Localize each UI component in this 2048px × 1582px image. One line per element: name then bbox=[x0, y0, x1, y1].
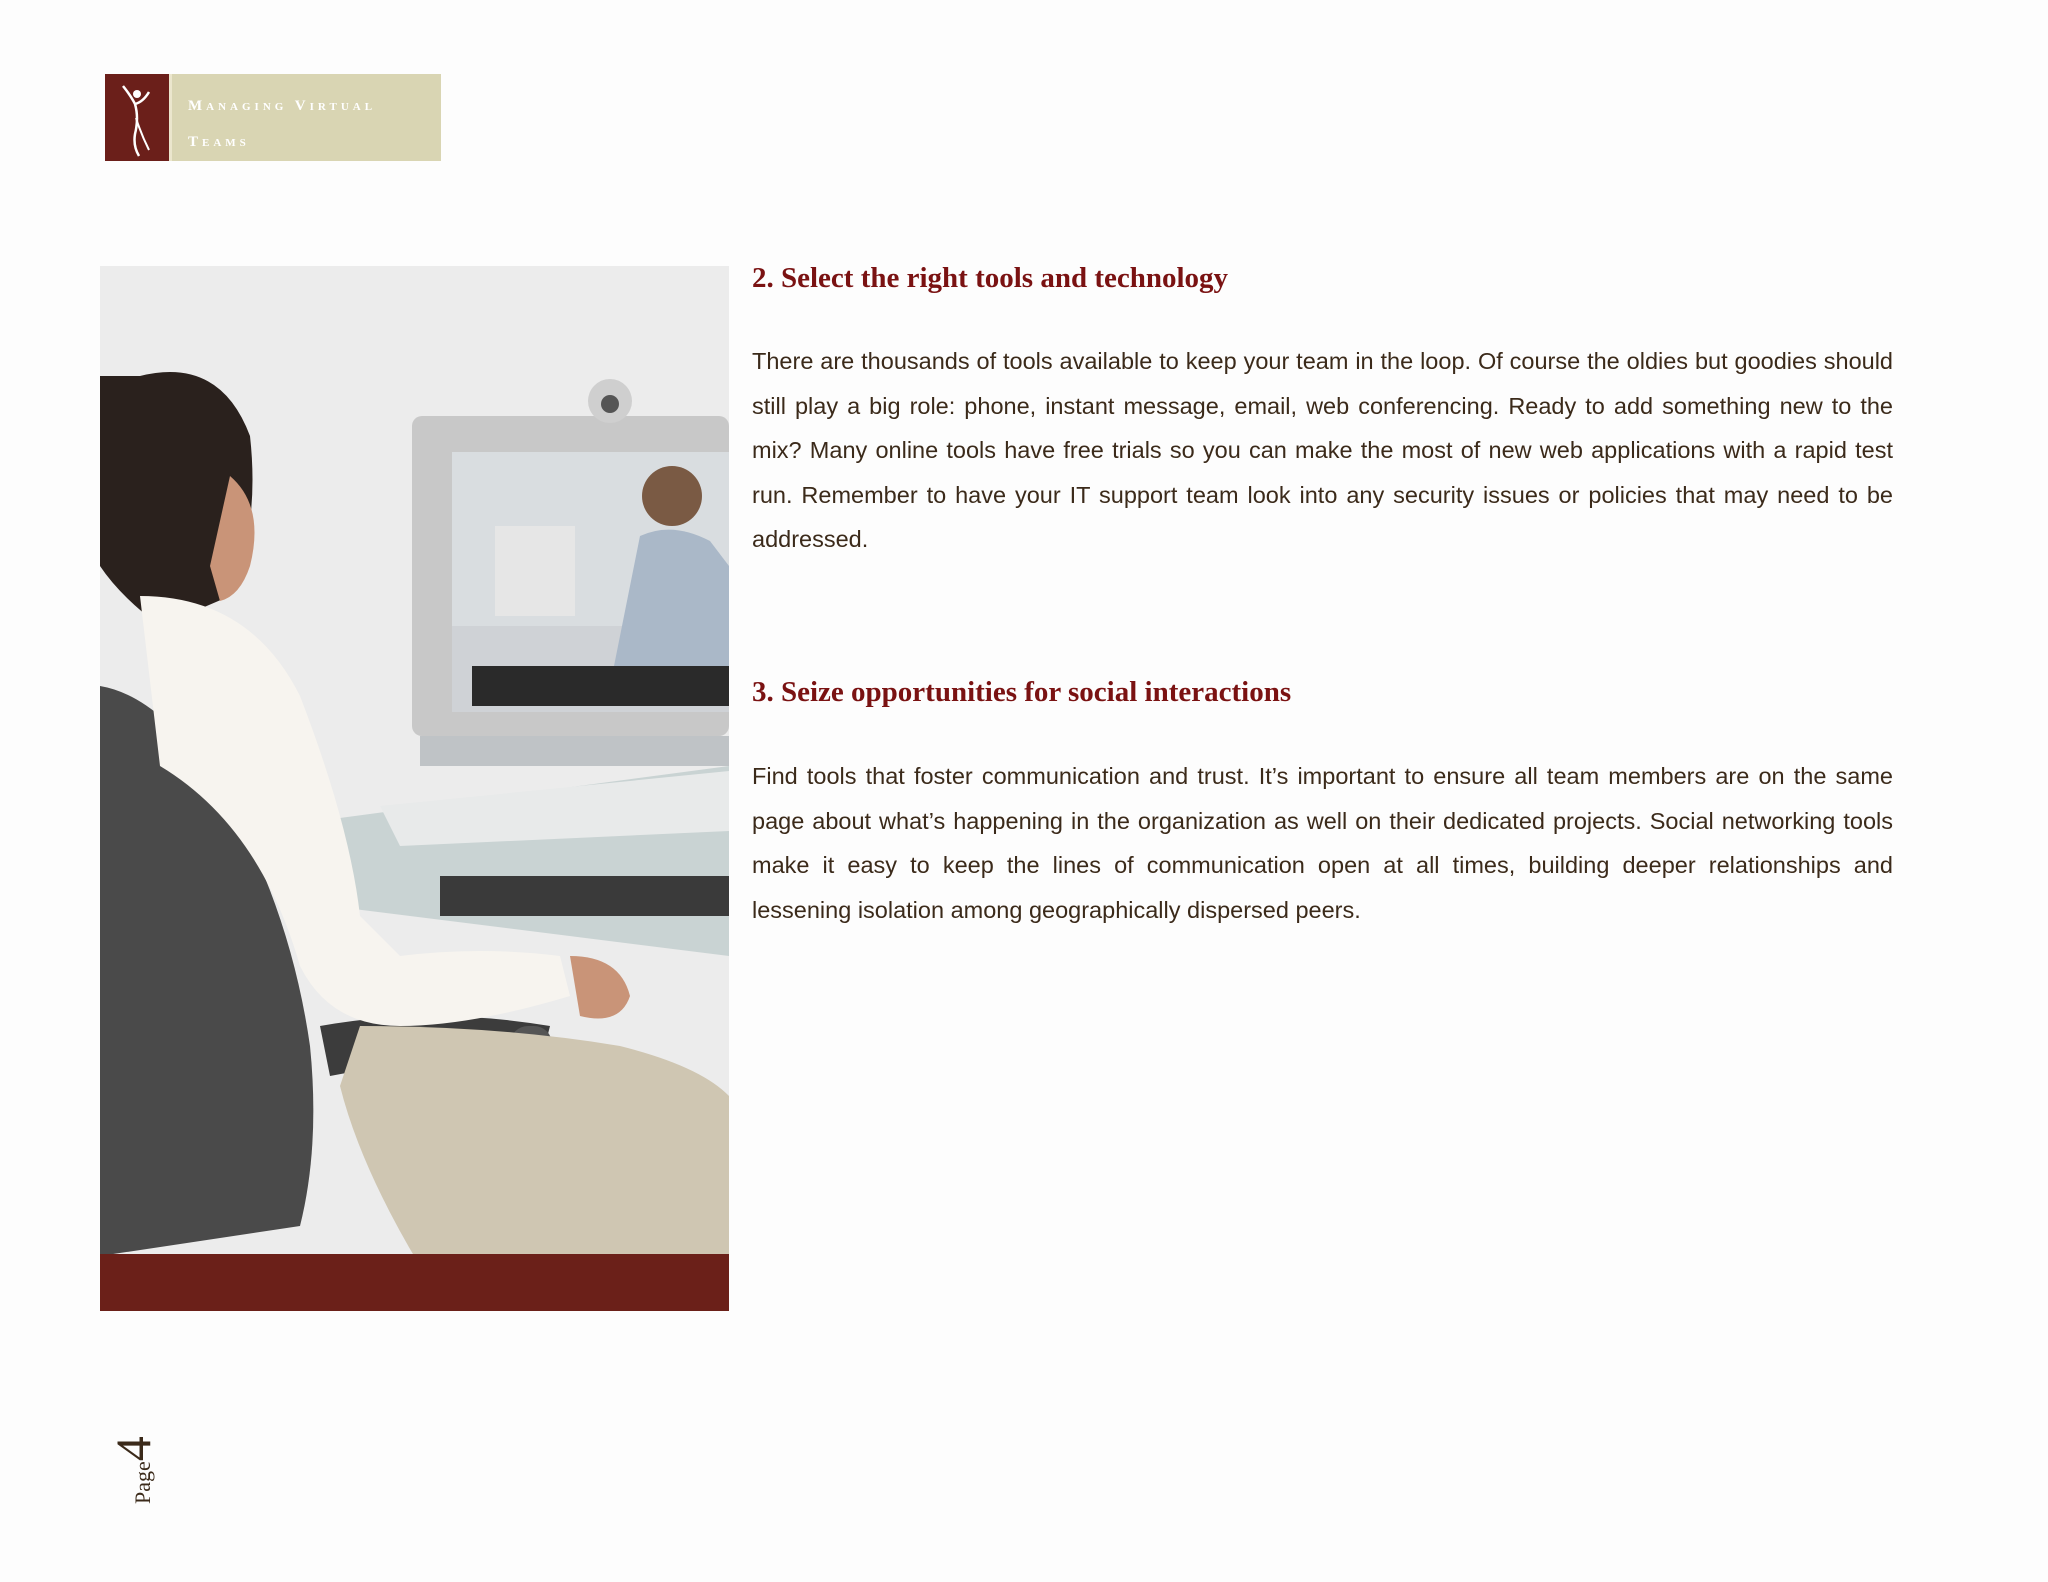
page-label: Page bbox=[130, 1461, 155, 1504]
page-number bbox=[104, 1436, 162, 1504]
header-title-line1: Managing Virtual bbox=[188, 98, 377, 114]
figure-icon bbox=[105, 74, 169, 161]
section-heading-social: 3. Seize opportunities for social interactions bbox=[752, 676, 1292, 708]
document-header bbox=[105, 74, 441, 161]
section-body-tools: There are thousands of tools available to keep your team in the loop. Of course the oldies but goodies should still play a big role: phone, instant message, email, web conferencing. Ready to add something new to the mix? Many online tools have free trials so you can make the most of new web applications with a rapid test run. Remember to have your IT support team look into any security issues or policies that may need to be addressed. bbox=[752, 348, 1893, 552]
page-number-value: 4 bbox=[105, 1436, 161, 1462]
header-title-line2: Teams bbox=[188, 134, 250, 150]
video-conference-photo bbox=[100, 266, 729, 1311]
section-heading-tools: 2. Select the right tools and technology bbox=[752, 262, 1229, 294]
section-body-social: Find tools that foster communication and trust. It’s important to ensure all team members are on the same page about what’s happening in the organization as well on their dedicated projects. Social networking tools make it easy to keep the lines of communication open at all times, building deeper relationships and lessening isolation among geographically dispersed peers. bbox=[752, 763, 1893, 923]
photo-band bbox=[100, 1254, 729, 1311]
logo bbox=[105, 74, 169, 161]
header-title bbox=[172, 74, 441, 161]
